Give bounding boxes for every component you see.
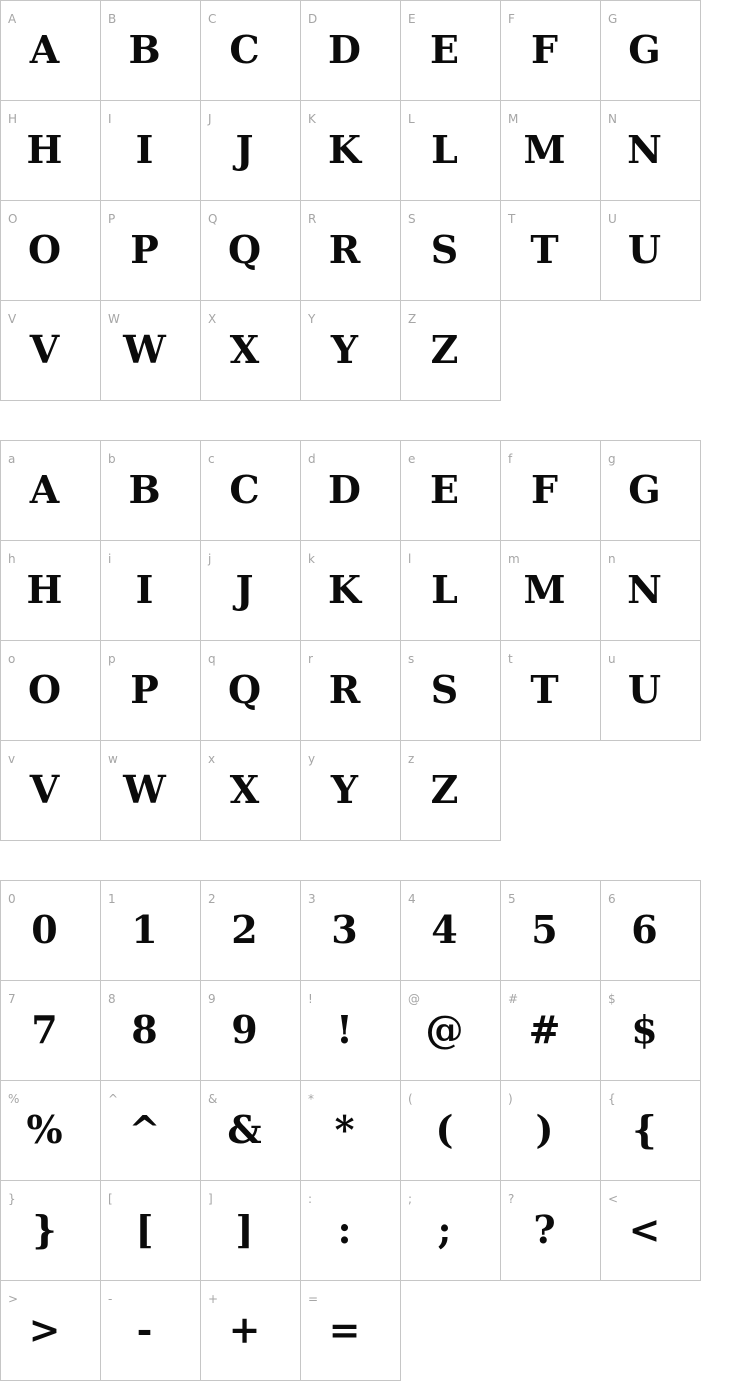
cell-label: R <box>308 212 317 226</box>
glyph-cell <box>0 0 101 101</box>
cell-label: L <box>408 112 415 126</box>
cell-glyph: N <box>627 567 662 612</box>
glyph-cell <box>300 1280 401 1381</box>
cell-glyph: M <box>523 567 566 612</box>
glyph-cell <box>100 300 201 401</box>
cell-glyph: R <box>328 227 361 272</box>
cell-label: w <box>108 752 118 766</box>
charmap-row <box>0 0 740 101</box>
glyph-cell <box>300 880 401 981</box>
cell-glyph: O <box>27 667 62 712</box>
cell-label: 9 <box>208 992 216 1006</box>
cell-label: H <box>8 112 18 126</box>
glyph-cell <box>200 300 301 401</box>
cell-label: E <box>408 12 416 26</box>
cell-label: m <box>508 552 520 566</box>
cell-label: 8 <box>108 992 116 1006</box>
cell-label: $ <box>608 992 616 1006</box>
glyph-cell <box>0 740 101 841</box>
cell-label: g <box>608 452 616 466</box>
glyph-cell <box>100 0 201 101</box>
cell-glyph: H <box>26 127 63 172</box>
cell-label: ) <box>508 1092 513 1106</box>
cell-label: y <box>308 752 316 766</box>
cell-glyph: F <box>531 27 558 72</box>
glyph-cell <box>100 540 201 641</box>
cell-glyph: R <box>328 667 361 712</box>
glyph-cell <box>200 200 301 301</box>
charmap-block-numbers-and-symbols <box>0 880 740 1381</box>
cell-glyph: [ <box>135 1207 154 1252</box>
cell-glyph: 1 <box>131 907 158 952</box>
cell-glyph: % <box>26 1107 63 1152</box>
cell-glyph: P <box>130 667 159 712</box>
cell-glyph: Y <box>330 327 359 372</box>
glyph-cell <box>0 980 101 1081</box>
charmap-row <box>0 100 740 201</box>
glyph-cell <box>200 640 301 741</box>
glyph-cell <box>300 640 401 741</box>
glyph-cell <box>500 440 601 541</box>
cell-glyph: A <box>29 27 60 72</box>
cell-label: e <box>408 452 416 466</box>
cell-glyph: C <box>229 467 260 512</box>
cell-glyph: S <box>430 227 459 272</box>
cell-glyph: W <box>123 327 166 372</box>
cell-glyph: Z <box>430 327 459 372</box>
glyph-cell <box>200 100 301 201</box>
cell-label: D <box>308 12 318 26</box>
cell-label: > <box>8 1292 19 1306</box>
cell-glyph: & <box>227 1107 262 1152</box>
cell-label: s <box>408 652 415 666</box>
cell-glyph: M <box>523 127 566 172</box>
glyph-cell <box>0 540 101 641</box>
cell-glyph: B <box>128 27 161 72</box>
glyph-cell <box>0 1280 101 1381</box>
glyph-cell <box>500 540 601 641</box>
cell-glyph: ! <box>336 1007 353 1052</box>
cell-glyph: Q <box>227 667 262 712</box>
cell-label: ( <box>408 1092 413 1106</box>
cell-glyph: ) <box>535 1107 554 1152</box>
cell-glyph: T <box>530 667 559 712</box>
cell-label: j <box>208 552 212 566</box>
glyph-cell <box>600 980 701 1081</box>
charmap-row <box>0 640 740 741</box>
cell-glyph: P <box>130 227 159 272</box>
cell-glyph: > <box>28 1307 61 1352</box>
cell-glyph: 6 <box>631 907 658 952</box>
glyph-cell <box>400 880 501 981</box>
cell-label: Y <box>308 312 316 326</box>
cell-label: Z <box>408 312 417 326</box>
cell-label: F <box>508 12 515 26</box>
cell-label: 6 <box>608 892 616 906</box>
glyph-cell <box>400 640 501 741</box>
glyph-cell <box>200 980 301 1081</box>
cell-glyph: X <box>229 767 260 812</box>
charmap-row <box>0 880 740 981</box>
cell-glyph: = <box>328 1307 361 1352</box>
cell-label: J <box>208 112 212 126</box>
glyph-cell <box>500 1180 601 1281</box>
cell-glyph: 2 <box>231 907 258 952</box>
charmap-row <box>0 540 740 641</box>
cell-label: ? <box>508 1192 515 1206</box>
glyph-cell <box>300 1080 401 1181</box>
cell-glyph: + <box>228 1307 261 1352</box>
glyph-cell <box>100 440 201 541</box>
glyph-cell <box>100 1180 201 1281</box>
glyph-cell <box>100 740 201 841</box>
charmap-row <box>0 1080 740 1181</box>
glyph-cell <box>600 1180 701 1281</box>
cell-label: K <box>308 112 316 126</box>
glyph-cell <box>600 640 701 741</box>
cell-glyph: 5 <box>531 907 558 952</box>
cell-glyph: < <box>628 1207 661 1252</box>
cell-glyph: A <box>29 467 60 512</box>
cell-label: ; <box>408 1192 413 1206</box>
cell-glyph: B <box>128 467 161 512</box>
cell-glyph: : <box>337 1207 352 1252</box>
cell-glyph: J <box>235 127 254 172</box>
cell-glyph: L <box>431 127 458 172</box>
cell-label: ! <box>308 992 313 1006</box>
cell-label: 7 <box>8 992 16 1006</box>
charmap-row <box>0 980 740 1081</box>
cell-label: u <box>608 652 616 666</box>
cell-glyph: } <box>32 1207 57 1252</box>
charmap-row <box>0 740 740 841</box>
cell-glyph: @ <box>425 1007 464 1052</box>
cell-glyph: 3 <box>331 907 358 952</box>
cell-label: - <box>108 1292 113 1306</box>
glyph-cell <box>600 880 701 981</box>
cell-label: ^ <box>108 1092 119 1106</box>
cell-glyph: 8 <box>131 1007 158 1052</box>
glyph-cell <box>300 740 401 841</box>
cell-label: I <box>108 112 112 126</box>
cell-glyph: Z <box>430 767 459 812</box>
cell-label: 2 <box>208 892 216 906</box>
cell-label: d <box>308 452 316 466</box>
glyph-cell <box>200 1180 301 1281</box>
glyph-cell <box>0 1080 101 1181</box>
cell-label: f <box>508 452 513 466</box>
glyph-cell <box>200 0 301 101</box>
cell-glyph: ? <box>533 1207 556 1252</box>
cell-glyph: X <box>229 327 260 372</box>
cell-glyph: D <box>328 27 361 72</box>
cell-label: l <box>408 552 412 566</box>
cell-label: : <box>308 1192 313 1206</box>
cell-label: @ <box>408 992 420 1006</box>
cell-label: P <box>108 212 116 226</box>
charmap-row <box>0 1180 740 1281</box>
cell-label: G <box>608 12 618 26</box>
cell-label: < <box>608 1192 619 1206</box>
cell-label: ] <box>208 1192 213 1206</box>
cell-label: n <box>608 552 616 566</box>
cell-label: C <box>208 12 217 26</box>
cell-glyph: Y <box>330 767 359 812</box>
cell-glyph: 9 <box>231 1007 258 1052</box>
cell-glyph: E <box>430 467 459 512</box>
cell-glyph: K <box>327 127 362 172</box>
cell-label: 4 <box>408 892 416 906</box>
cell-glyph: ^ <box>128 1107 161 1152</box>
glyph-cell <box>600 100 701 201</box>
cell-label: q <box>208 652 216 666</box>
cell-glyph: S <box>430 667 459 712</box>
glyph-cell <box>600 1080 701 1181</box>
cell-label: % <box>8 1092 20 1106</box>
cell-glyph: * <box>334 1107 355 1152</box>
cell-label: V <box>8 312 17 326</box>
cell-label: } <box>8 1192 16 1206</box>
cell-glyph: J <box>235 567 254 612</box>
glyph-cell <box>100 640 201 741</box>
glyph-cell <box>400 300 501 401</box>
cell-label: o <box>8 652 16 666</box>
cell-glyph: E <box>430 27 459 72</box>
glyph-cell <box>400 1080 501 1181</box>
cell-label: b <box>108 452 116 466</box>
glyph-cell <box>500 640 601 741</box>
cell-label: Q <box>208 212 218 226</box>
cell-label: S <box>408 212 416 226</box>
glyph-cell <box>600 440 701 541</box>
cell-label: a <box>8 452 16 466</box>
glyph-cell <box>400 100 501 201</box>
glyph-cell <box>100 980 201 1081</box>
cell-label: 1 <box>108 892 116 906</box>
cell-glyph: W <box>123 767 166 812</box>
cell-glyph: T <box>530 227 559 272</box>
cell-label: N <box>608 112 617 126</box>
cell-label: A <box>8 12 17 26</box>
glyph-cell <box>0 300 101 401</box>
glyph-cell <box>300 200 401 301</box>
cell-label: T <box>508 212 516 226</box>
glyph-cell <box>400 200 501 301</box>
cell-label: O <box>8 212 18 226</box>
glyph-cell <box>0 440 101 541</box>
cell-glyph: H <box>26 567 63 612</box>
cell-label: r <box>308 652 313 666</box>
cell-glyph: F <box>531 467 558 512</box>
glyph-cell <box>100 1280 201 1381</box>
glyph-cell <box>500 880 601 981</box>
charmap-row <box>0 200 740 301</box>
cell-label: = <box>308 1292 319 1306</box>
cell-label: & <box>208 1092 218 1106</box>
cell-glyph: ( <box>435 1107 454 1152</box>
cell-label: c <box>208 452 215 466</box>
cell-glyph: ] <box>235 1207 254 1252</box>
cell-label: X <box>208 312 217 326</box>
cell-glyph: V <box>29 767 60 812</box>
cell-label: # <box>508 992 519 1006</box>
cell-glyph: 7 <box>31 1007 58 1052</box>
cell-glyph: $ <box>631 1007 658 1052</box>
cell-label: x <box>208 752 216 766</box>
cell-label: p <box>108 652 116 666</box>
cell-label: 0 <box>8 892 16 906</box>
cell-glyph: Q <box>227 227 262 272</box>
glyph-cell <box>600 200 701 301</box>
glyph-cell <box>400 980 501 1081</box>
charmap-row <box>0 300 740 401</box>
cell-glyph: G <box>628 467 661 512</box>
glyph-cell <box>500 100 601 201</box>
glyph-cell <box>400 0 501 101</box>
cell-label: U <box>608 212 617 226</box>
cell-label: t <box>508 652 513 666</box>
glyph-cell <box>200 1080 301 1181</box>
cell-glyph: - <box>136 1307 153 1352</box>
cell-label: W <box>108 312 120 326</box>
glyph-cell <box>500 980 601 1081</box>
cell-glyph: U <box>627 667 662 712</box>
cell-label: * <box>308 1092 314 1106</box>
glyph-cell <box>400 540 501 641</box>
cell-label: k <box>308 552 315 566</box>
glyph-cell <box>300 540 401 641</box>
cell-label: B <box>108 12 117 26</box>
glyph-cell <box>600 540 701 641</box>
glyph-cell <box>300 300 401 401</box>
glyph-cell <box>200 540 301 641</box>
glyph-cell <box>0 880 101 981</box>
cell-glyph: { <box>632 1107 657 1152</box>
glyph-cell <box>100 880 201 981</box>
cell-glyph: 4 <box>431 907 458 952</box>
cell-glyph: V <box>29 327 60 372</box>
glyph-cell <box>0 1180 101 1281</box>
cell-label: [ <box>108 1192 113 1206</box>
glyph-cell <box>200 440 301 541</box>
glyph-cell <box>200 740 301 841</box>
glyph-cell <box>300 1180 401 1281</box>
glyph-cell <box>300 440 401 541</box>
cell-label: 5 <box>508 892 516 906</box>
cell-glyph: K <box>327 567 362 612</box>
glyph-cell <box>500 0 601 101</box>
cell-label: M <box>508 112 519 126</box>
cell-label: h <box>8 552 16 566</box>
glyph-cell <box>100 200 201 301</box>
cell-glyph: I <box>135 567 154 612</box>
charmap-row <box>0 1280 740 1381</box>
glyph-cell <box>100 1080 201 1181</box>
glyph-cell <box>600 0 701 101</box>
cell-label: 3 <box>308 892 316 906</box>
cell-glyph: G <box>628 27 661 72</box>
charmap-row <box>0 440 740 541</box>
cell-label: v <box>8 752 16 766</box>
charmap-block-uppercase-letters <box>0 0 740 401</box>
cell-glyph: L <box>431 567 458 612</box>
cell-label: z <box>408 752 415 766</box>
cell-glyph: 0 <box>31 907 58 952</box>
cell-label: i <box>108 552 112 566</box>
glyph-cell <box>300 980 401 1081</box>
cell-glyph: ; <box>437 1207 452 1252</box>
glyph-cell <box>400 440 501 541</box>
glyph-cell <box>500 200 601 301</box>
cell-glyph: O <box>27 227 62 272</box>
glyph-cell <box>500 1080 601 1181</box>
glyph-cell <box>200 1280 301 1381</box>
cell-glyph: # <box>528 1007 561 1052</box>
cell-glyph: C <box>229 27 260 72</box>
cell-label: { <box>608 1092 616 1106</box>
glyph-cell <box>100 100 201 201</box>
cell-glyph: N <box>627 127 662 172</box>
cell-glyph: D <box>328 467 361 512</box>
glyph-cell <box>300 100 401 201</box>
glyph-cell <box>0 640 101 741</box>
glyph-cell <box>200 880 301 981</box>
cell-label: + <box>208 1292 219 1306</box>
charmap-block-lowercase-letters <box>0 440 740 841</box>
cell-glyph: U <box>627 227 662 272</box>
glyph-cell <box>300 0 401 101</box>
glyph-cell <box>0 200 101 301</box>
glyph-cell <box>400 740 501 841</box>
glyph-cell <box>0 100 101 201</box>
cell-glyph: I <box>135 127 154 172</box>
glyph-cell <box>400 1180 501 1281</box>
